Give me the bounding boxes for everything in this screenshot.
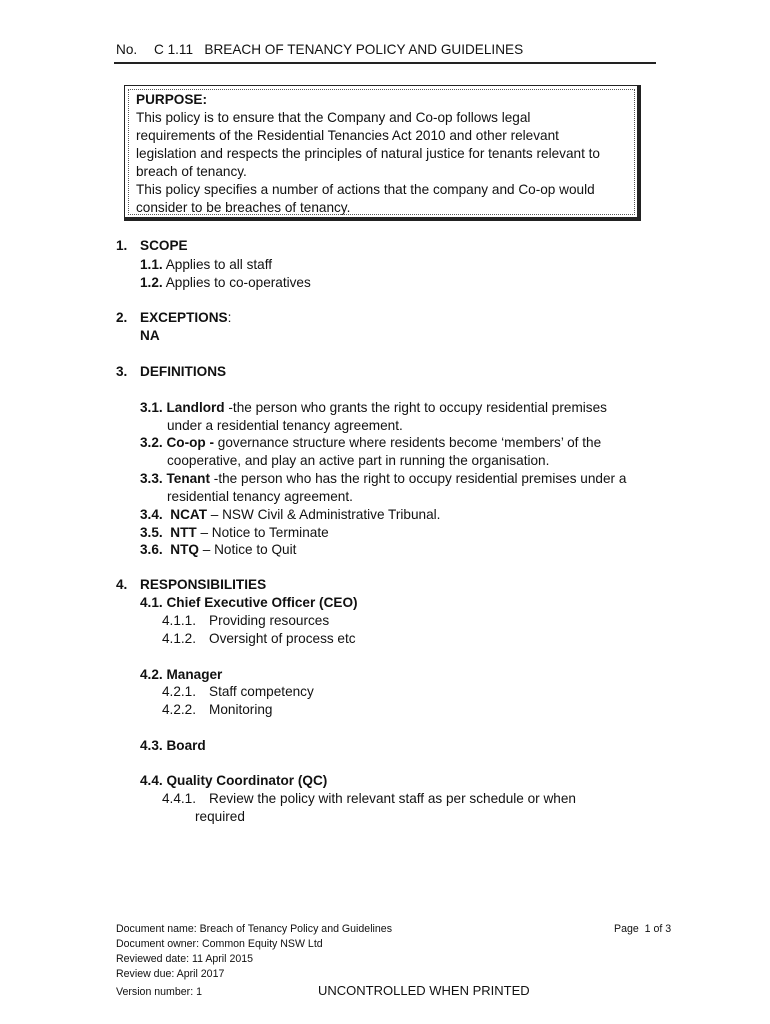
ceo-item-number: 4.1.2. <box>162 631 197 646</box>
purpose-line: This policy is to ensure that the Company and Co-op follows legal <box>136 110 531 125</box>
qc-item-number: 4.4.1. <box>162 791 197 806</box>
manager-item-number: 4.2.2. <box>162 702 197 717</box>
scope-item <box>140 256 272 274</box>
qc-item-text: Review the policy with relevant staff as per schedule or when <box>209 791 576 806</box>
exceptions-number: 2. <box>116 310 128 325</box>
footer-review-due: Review due: April 2017 <box>116 968 225 980</box>
header-divider <box>114 62 656 64</box>
scope-item-number: 1.2. <box>140 275 163 290</box>
definition-number: 3.4. <box>140 507 163 522</box>
definition-continuation: residential tenancy agreement. <box>167 489 353 504</box>
purpose-line: legislation and respects the principles of natural justice for tenants relevant to <box>136 146 600 161</box>
definition-text: -the person who grants the right to occupy residential premises <box>224 400 607 415</box>
definition-text: governance structure where residents become ‘members’ of the <box>214 435 602 450</box>
purpose-line: requirements of the Residential Tenancies Act 2010 and other relevant <box>136 128 559 143</box>
ceo-heading: 4.1. Chief Executive Officer (CEO) <box>140 595 358 610</box>
definition-continuation: cooperative, and play an active part in running the organisation. <box>167 453 550 468</box>
definition-term: Landlord <box>166 400 225 415</box>
purpose-line: breach of tenancy. <box>136 164 247 179</box>
definition-item <box>140 399 607 417</box>
definition-number: 3.6. <box>140 542 163 557</box>
uncontrolled-notice: UNCONTROLLED WHEN PRINTED <box>318 983 530 998</box>
policy-number-label: No. <box>116 42 138 57</box>
definition-item <box>140 506 440 524</box>
manager-item-number: 4.2.1. <box>162 684 197 699</box>
definitions-heading: DEFINITIONS <box>140 364 227 379</box>
document-header <box>116 42 523 57</box>
definition-term: NTT <box>170 525 197 540</box>
manager-heading: 4.2. Manager <box>140 667 223 682</box>
definition-term: NCAT <box>170 507 207 522</box>
exceptions-colon: : <box>227 310 232 325</box>
exceptions-value: NA <box>140 328 160 343</box>
definition-continuation: under a residential tenancy agreement. <box>167 418 403 433</box>
document-title: C 1.11 BREACH OF TENANCY POLICY AND GUIDELINES <box>154 42 524 57</box>
responsibilities-heading: RESPONSIBILITIES <box>140 577 267 592</box>
scope-item-text: Applies to co-operatives <box>162 275 311 290</box>
definitions-number: 3. <box>116 364 128 379</box>
definition-number: 3.1. <box>140 400 163 415</box>
footer-document-owner: Document owner: Common Equity NSW Ltd <box>116 938 323 950</box>
exceptions-heading-line <box>140 309 231 327</box>
definition-item <box>140 434 601 452</box>
ceo-item-number: 4.1.1. <box>162 613 197 628</box>
board-heading: 4.3. Board <box>140 738 206 753</box>
scope-number: 1. <box>116 238 128 253</box>
footer-page-number: Page 1 of 3 <box>614 923 672 935</box>
qc-heading: 4.4. Quality Coordinator (QC) <box>140 773 328 788</box>
definition-number: 3.3. <box>140 471 163 486</box>
definition-item <box>140 541 296 559</box>
scope-item-text: Applies to all staff <box>162 257 273 272</box>
ceo-item-text: Providing resources <box>209 613 330 628</box>
definition-term: NTQ <box>170 542 199 557</box>
purpose-line: consider to be breaches of tenancy. <box>136 200 351 215</box>
purpose-section <box>136 91 636 217</box>
definition-number: 3.5. <box>140 525 163 540</box>
footer-version-number: Version number: 1 <box>116 986 202 998</box>
scope-item-number: 1.1. <box>140 257 163 272</box>
definition-item <box>140 524 329 542</box>
definition-text: -the person who has the right to occupy residential premises under a <box>210 471 627 486</box>
definition-number: 3.2. <box>140 435 163 450</box>
responsibilities-number: 4. <box>116 577 128 592</box>
footer-reviewed-date: Reviewed date: 11 April 2015 <box>116 953 254 965</box>
ceo-item-text: Oversight of process etc <box>209 631 356 646</box>
purpose-line: This policy specifies a number of actions that the company and Co-op would <box>136 182 595 197</box>
scope-item <box>140 274 311 292</box>
manager-item-text: Staff competency <box>209 684 314 699</box>
definition-item <box>140 470 626 488</box>
footer-document-name: Document name: Breach of Tenancy Policy and Guidelines <box>116 923 392 935</box>
definition-text: – Notice to Quit <box>198 542 297 557</box>
manager-item-text: Monitoring <box>209 702 273 717</box>
definition-term: Co-op - <box>166 435 215 450</box>
qc-item-continuation: required <box>195 809 245 824</box>
purpose-heading: PURPOSE: <box>136 92 208 107</box>
definition-text: – NSW Civil & Administrative Tribunal. <box>207 507 441 522</box>
definition-text: – Notice to Terminate <box>196 525 329 540</box>
exceptions-heading: EXCEPTIONS <box>140 310 228 325</box>
definition-term: Tenant <box>166 471 211 486</box>
scope-heading: SCOPE <box>140 238 188 253</box>
